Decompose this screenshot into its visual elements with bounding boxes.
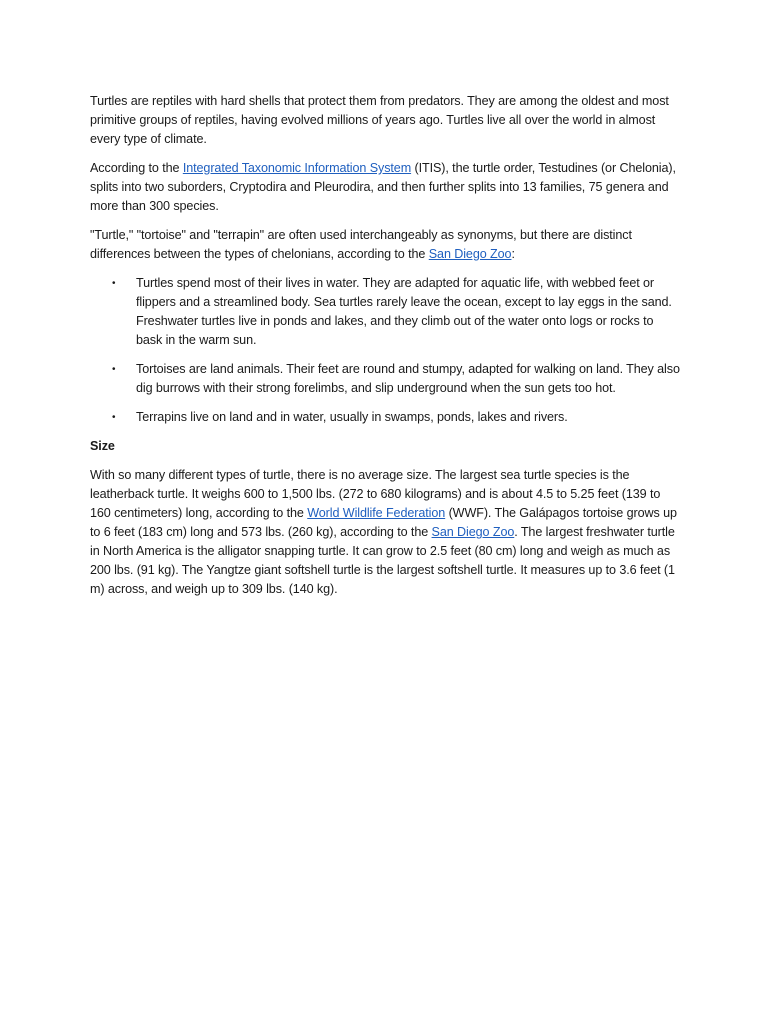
size-text-part2: (WWF). The Galápagos tortoise grows up to 6 feet (183 cm) long and 573 lbs. (260 kg), according to the bbox=[90, 506, 677, 539]
itis-link[interactable]: Integrated Taxonomic Information System bbox=[182, 161, 412, 175]
list-item-turtles bbox=[90, 274, 682, 350]
size-paragraph bbox=[90, 466, 682, 599]
size-text-part1: With so many different types of turtle, there is no average size. The largest sea turtle species is the leatherback turtle. It weighs 600 to 1,500 lbs. (272 to 680 kilograms) and is about 4.5 to 5.25 feet (139 to 160 centimeters) long, according to the bbox=[90, 468, 661, 520]
taxonomy-paragraph bbox=[90, 159, 682, 216]
list-item-tortoises bbox=[90, 360, 682, 398]
terms-text-after: : bbox=[511, 247, 515, 261]
terms-text-before: "Turtle," "tortoise" and "terrapin" are often used interchangeably as synonyms, but there are distinct differences between the types of chelonians, according to the bbox=[90, 228, 632, 261]
list-item-text: Terrapins live on land and in water, usually in swamps, ponds, lakes and rivers. bbox=[136, 410, 568, 424]
intro-text: Turtles are reptiles with hard shells that protect them from predators. They are among the oldest and most primitive groups of reptiles, having evolved millions of years ago. Turtles live all over the world in almost every type of climate. bbox=[90, 94, 669, 146]
intro-paragraph bbox=[90, 92, 682, 149]
wwf-link[interactable]: World Wildlife Federation bbox=[307, 506, 446, 520]
size-heading: Size bbox=[90, 439, 115, 453]
list-item-text: Tortoises are land animals. Their feet are round and stumpy, adapted for walking on land. They also dig burrows with their strong forelimbs, and slip underground when the sun gets too hot. bbox=[136, 362, 680, 395]
bullet-icon: • bbox=[112, 364, 116, 375]
list-item-text: Turtles spend most of their lives in water. They are adapted for aquatic life, with webbed feet or flippers and a streamlined body. Sea turtles rarely leave the ocean, except to lay eggs in the sand. Freshwater turtles live in ponds and lakes, and they climb out of the water onto logs or rocks to bask in the warm sun. bbox=[136, 276, 672, 347]
taxonomy-text-after: (ITIS), the turtle order, Testudines (or Chelonia), splits into two suborders, Cryptodira and Pleurodira, and then further splits into 13 families, 75 genera and more than 300 species. bbox=[90, 161, 676, 213]
bullet-icon: • bbox=[112, 278, 116, 289]
document-page bbox=[90, 92, 682, 609]
san-diego-zoo-link[interactable]: San Diego Zoo bbox=[428, 247, 512, 261]
chelonian-types-list bbox=[90, 274, 682, 427]
taxonomy-text-before: According to the bbox=[90, 161, 183, 175]
terms-paragraph bbox=[90, 226, 682, 264]
bullet-icon: • bbox=[112, 412, 116, 423]
size-text-part3: . The largest freshwater turtle in North America is the alligator snapping turtle. It can grow to 2.5 feet (80 cm) long and weigh as much as 200 lbs. (91 kg). The Yangtze giant softshell turtle is the largest softshell turtle. It measures up to 3.6 feet (1 m) across, and weigh up to 309 lbs. (140 kg). bbox=[90, 525, 675, 596]
san-diego-zoo-link-2[interactable]: San Diego Zoo bbox=[431, 525, 515, 539]
list-item-terrapins bbox=[90, 408, 682, 427]
